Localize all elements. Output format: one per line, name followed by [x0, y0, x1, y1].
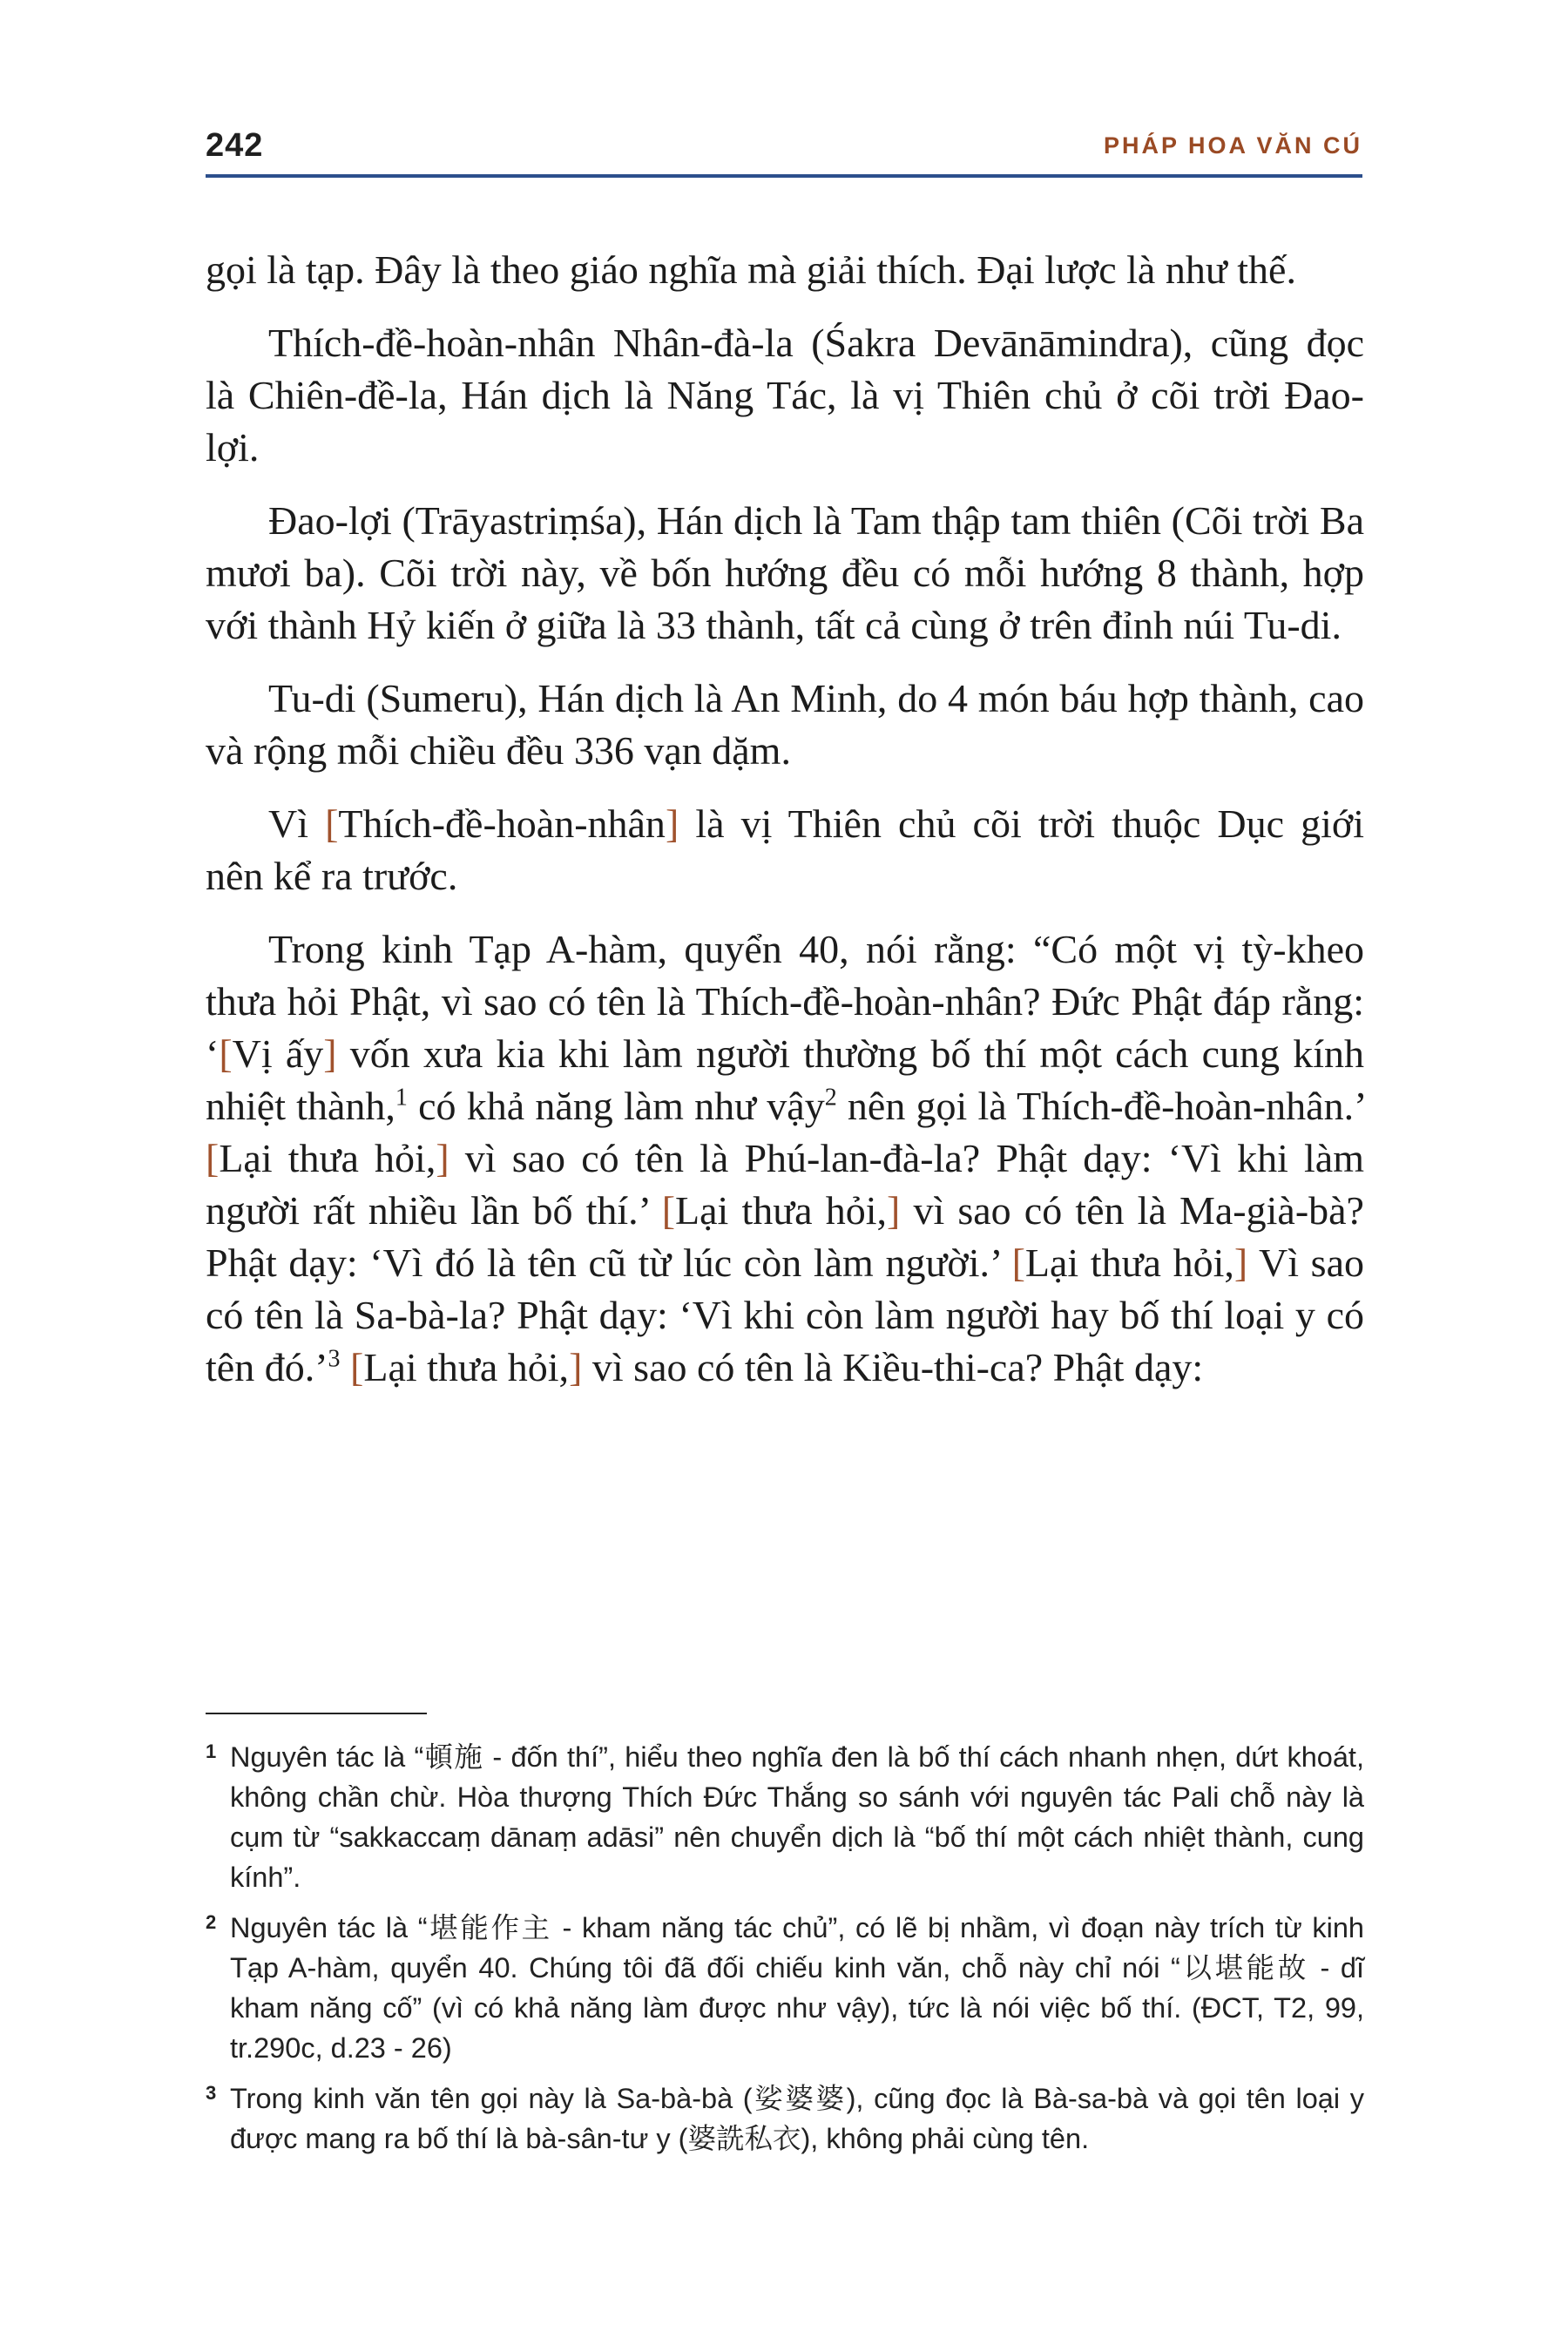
editorial-bracket-close: ] [665, 801, 679, 846]
text-span: Lại thưa hỏi, [1024, 1240, 1234, 1285]
text-span: Lại thưa hỏi, [363, 1345, 570, 1389]
text-span: vì sao có tên là Phú-lan-đà-la? Phật dạy: ‘Vì khi làm người rất nhiều lần bố thí.’ [206, 1136, 1364, 1233]
footnote-text: Nguyên tác là “堪能作主 - kham năng tác chủ”, có lẽ bị nhầm, vì đoạn này trích từ kinh Tạp A-hàm, quyển 40. Chúng tôi đã đối chiếu kinh văn, chỗ này chỉ nói “以堪能故 - dĩ kham năng cố” (vì có khả năng làm được như vậy), tức là nói việc bố thí. (ĐCT, T2, 99, tr.290c, d.23 - 26) [230, 1912, 1364, 2064]
text-span: vốn xưa kia khi làm người thường bố thí một cách cung kính nhiệt thành, [206, 1031, 1364, 1128]
text-span: Vị ấy [232, 1031, 324, 1076]
body-text [206, 244, 1364, 1415]
text-span: là vị Thiên chủ cõi trời thuộc Dục giới nên kể ra trước. [206, 801, 1365, 898]
footnote-2 [206, 1908, 1364, 2068]
editorial-bracket-close: ] [436, 1136, 449, 1180]
footnote-text: Nguyên tác là “頓施 - đốn thí”, hiểu theo nghĩa đen là bố thí cách nhanh nhẹn, dứt khoát, không chần chừ. Hòa thượng Thích Đức Thắng so sánh với nguyên tác Pali chỗ này là cụm từ “sakkaccaṃ dānaṃ adāsi” nên chuyển dịch là “bố thí một cách nhiệt thành, cung kính”. [230, 1741, 1364, 1893]
text-span: vì sao có tên là Kiều-thi-ca? Phật dạy: [582, 1345, 1204, 1389]
text-span: Vì [268, 801, 326, 846]
footnote-number: 2 [206, 1911, 217, 1933]
text-span: có khả năng làm như vậy [407, 1084, 825, 1128]
text-span [341, 1345, 351, 1389]
editorial-bracket-open: [ [350, 1345, 364, 1389]
text-span: Trong kinh Tạp A-hàm, quyển 40, nói rằng: “Có một vị tỳ-kheo thưa hỏi Phật, vì sao có tên là Thích-đề-hoàn-nhân? Đức Phật đáp rằng: ‘ [206, 927, 1364, 1076]
paragraph-3: Đao-lợi (Trāyastriṃśa), Hán dịch là Tam thập tam thiên (Cõi trời Ba mươi ba). Cõi trời này, về bốn hướng đều có mỗi hướng 8 thành, hợp với thành Hỷ kiến ở giữa là 33 thành, tất cả cùng ở trên đỉnh núi Tu-di. [206, 498, 1364, 647]
editorial-bracket-open: [ [1011, 1240, 1025, 1285]
footnote-separator [206, 1713, 427, 1714]
text-span: Vì sao có tên là Sa-bà-la? Phật dạy: ‘Vì khi còn làm người hay bố thí loại y có tên đó.’ [206, 1240, 1364, 1389]
footnote-number: 3 [206, 2082, 217, 2104]
text-span: nên gọi là Thích-đề-hoàn-nhân.’ [836, 1084, 1364, 1128]
editorial-bracket-close: ] [569, 1345, 583, 1389]
text-span: Lại thưa hỏi, [219, 1136, 436, 1180]
page-number: 242 [206, 127, 264, 164]
editorial-bracket-open: [ [661, 1188, 676, 1233]
paragraph-4: Tu-di (Sumeru), Hán dịch là An Minh, do 4 món báu hợp thành, cao và rộng mỗi chiều đều 336 vạn dặm. [206, 676, 1364, 773]
editorial-bracket-open: [ [325, 801, 339, 846]
footnote-ref-2[interactable]: 2 [824, 1084, 837, 1112]
paragraph-1: gọi là tạp. Đây là theo giáo nghĩa mà giải thích. Đại lược là như thế. [206, 247, 1296, 292]
editorial-bracket-open: [ [206, 1136, 220, 1180]
footnote-ref-3[interactable]: 3 [328, 1345, 341, 1373]
footnote-3 [206, 2078, 1364, 2159]
footnotes [206, 1737, 1364, 2169]
text-span: vì sao có tên là Ma-già-bà? Phật dạy: ‘Vì đó là tên cũ từ lúc còn làm người.’ [206, 1188, 1364, 1285]
book-title: PHÁP HOA VĂN CÚ [1103, 132, 1362, 159]
footnote-1 [206, 1737, 1364, 1897]
paragraph-5 [206, 798, 1364, 902]
footnote-text: Trong kinh văn tên gọi này là Sa-bà-bà (娑婆婆), cũng đọc là Bà-sa-bà và gọi tên loại y được mang ra bố thí là bà-sân-tư y (婆詵私衣), không phải cùng tên. [230, 2083, 1364, 2154]
header-rule [206, 174, 1362, 178]
editorial-bracket-close: ] [323, 1031, 337, 1076]
running-head [206, 120, 1362, 172]
editorial-bracket-close: ] [1233, 1240, 1248, 1285]
footnote-ref-1[interactable]: 1 [395, 1084, 408, 1112]
paragraph-6 [206, 923, 1364, 1394]
footnote-number: 1 [206, 1740, 217, 1762]
paragraph-2: Thích-đề-hoàn-nhân Nhân-đà-la (Śakra Devānāmindra), cũng đọc là Chiên-đề-la, Hán dịch là Năng Tác, là vị Thiên chủ ở cõi trời Đao-lợi. [206, 321, 1364, 470]
text-span: Lại thưa hỏi, [675, 1188, 887, 1233]
editorial-bracket-close: ] [886, 1188, 901, 1233]
editorial-bracket-open: [ [219, 1031, 233, 1076]
text-span: Thích-đề-hoàn-nhân [338, 801, 666, 846]
